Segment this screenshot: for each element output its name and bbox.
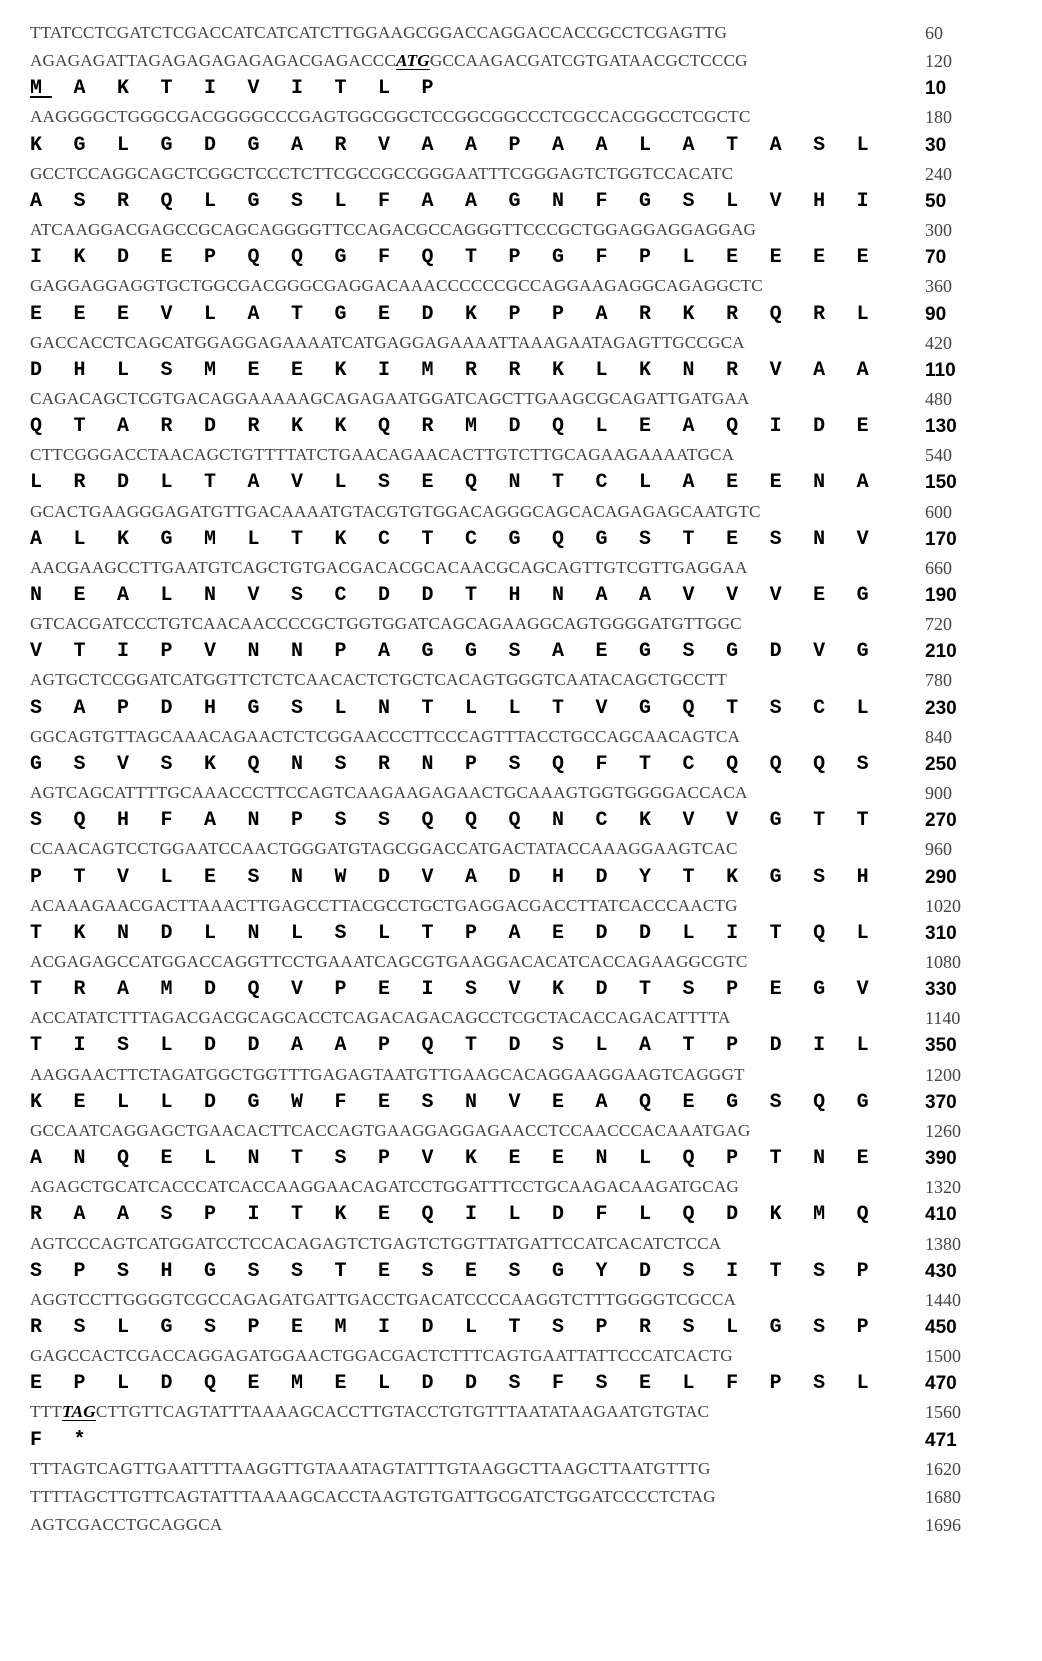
residue-position: 290 [925, 866, 957, 888]
residue-position: 110 [925, 359, 956, 381]
start-codon: ATG [395, 51, 430, 71]
residue-position: 10 [925, 78, 947, 100]
nucleotide-row [0, 18, 1042, 48]
amino-acid-sequence: I K D E P Q Q G F Q T P G F P L E E E E [30, 246, 879, 270]
nucleotide-row [0, 215, 1042, 245]
nucleotide-sequence: AGTCGACCTGCAGGCA [30, 1514, 223, 1534]
nucleotide-sequence: ACAAAGAACGACTTAAACTTGAGCCTTACGCCTGCTGAGGACGACCTTATCACCCAACTG [30, 895, 738, 915]
nucleotide-row [0, 1003, 1042, 1033]
nucleotide-sequence: CTTCGGGACCTAACAGCTGTTTTATCTGAACAGAACACTTGTCTTGCAGAAGAAAATGCA [30, 445, 735, 465]
amino-acid-sequence: V T I P V N N P A G G S A E G S G D V G [30, 640, 879, 664]
amino-acid-sequence: L R D L T A V L S E Q N T C L A E E N A [30, 471, 879, 495]
amino-acid-row [0, 1200, 1042, 1230]
nucleotide-position: 240 [925, 163, 952, 184]
residue-position: 190 [925, 585, 957, 606]
nucleotide-sequence: AAGGGGCTGGGCGACGGGGCCCGAGTGGCGGCTCCGGCGGCCCTCGCCACGGCCTCGCTC [30, 107, 751, 127]
nucleotide-sequence: TTATCCTCGATCTCGACCATCATCATCTTGGAAGCGGACCAGGACCACCGCCTCGAGTTG [30, 23, 728, 42]
amino-acid-sequence: K E L L D G W F E S N V E A Q E G S Q G [30, 1090, 879, 1114]
nucleotide-sequence: AGTCAGCATTTTGCAAACCCTTCCAGTCAAGAAGAGAACTGCAAAGTGGTGGGGACCACA [30, 783, 748, 802]
nucleotide-sequence: AGGTCCTTGGGGTCGCCAGAGATGATTGACCTGACATCCCCAAGGTCTTTGGGGTCGCCA [30, 1289, 737, 1309]
nucleotide-sequence: ATCAAGGACGAGCCGCAGCAGGGGTTCCAGACGCCAGGGTTCCCGCTGGAGGAGGAGGAG [30, 220, 757, 239]
nucleotide-sequence [30, 46, 748, 76]
nucleotide-row [0, 159, 1042, 189]
sequence-segment: CTTGTTCAGTATTTAAAAGCACCTTGTACCTGTGTTTAATATAAGAATGTGTAC [95, 1402, 710, 1422]
residue-position: 30 [925, 134, 947, 156]
nucleotide-row [0, 1482, 1042, 1512]
amino-acid-row [0, 412, 1042, 442]
nucleotide-sequence: GCACTGAAGGGAGATGTTGACAAAATGTACGTGTGGACAGGGCAGCACAGAGAGCAATGTC [30, 501, 761, 521]
nucleotide-row [0, 553, 1042, 583]
nucleotide-position: 1260 [925, 1120, 961, 1141]
residue-position: 90 [925, 303, 947, 325]
nucleotide-row [0, 834, 1042, 864]
amino-acid-row [0, 74, 1042, 104]
nucleotide-position: 420 [925, 332, 952, 353]
amino-acid-sequence: T R A M D Q V P E I S V K D T S P E G V [30, 978, 879, 1002]
residue-position: 330 [925, 979, 957, 1001]
amino-acid-sequence: S Q H F A N P S S Q Q Q N C K V V G T T [30, 809, 879, 833]
nucleotide-position: 1696 [925, 1514, 961, 1535]
nucleotide-row [0, 1116, 1042, 1146]
residue-position: 310 [925, 922, 957, 944]
nucleotide-row [0, 384, 1042, 414]
nucleotide-sequence: AGTCCCAGTCATGGATCCTCCACAGAGTCTGAGTCTGGTTATGATTCCATCACATCTCCA [30, 1233, 722, 1253]
nucleotide-position: 1140 [925, 1008, 961, 1029]
amino-acid-row [0, 1313, 1042, 1343]
amino-acid-sequence: A S R Q L G S L F A A G N F G S L V H I [30, 189, 879, 213]
nucleotide-row [0, 1060, 1042, 1090]
nucleotide-row [0, 1454, 1042, 1484]
start-methionine: M [30, 77, 52, 101]
amino-acid-row [0, 1031, 1042, 1061]
nucleotide-position: 1440 [925, 1289, 961, 1310]
residue-position: 70 [925, 247, 947, 269]
sequence-segment: GCCAAGACGATCGTGATAACGCTCCCG [429, 51, 748, 71]
amino-acid-sequence: R A A S P I T K E Q I L D F L Q D K M Q [30, 1203, 879, 1227]
nucleotide-position: 1680 [925, 1486, 961, 1507]
nucleotide-position: 180 [925, 107, 952, 128]
nucleotide-position: 660 [925, 557, 952, 578]
nucleotide-position: 1380 [925, 1233, 961, 1254]
nucleotide-position: 900 [925, 783, 952, 803]
amino-acid-sequence: T I S L D D A A P Q T D S L A T P D I L [30, 1034, 879, 1058]
nucleotide-row [0, 609, 1042, 639]
nucleotide-sequence: GGCAGTGTTAGCAAACAGAACTCTCGGAACCCTTCCCAGTTTACCTGCCAGCAACAGTCA [30, 726, 741, 746]
amino-acid-row [0, 919, 1042, 949]
nucleotide-row [0, 947, 1042, 977]
amino-acid-sequence: E P L D Q E M E L D D S F S E L F P S L [30, 1372, 879, 1396]
residue-position: 270 [925, 810, 957, 832]
nucleotide-sequence: ACCATATCTTTAGACGACGCAGCACCTCAGACAGACAGCCTCGCTACACCAGACATTTTA [30, 1008, 731, 1028]
amino-acid-row [0, 300, 1042, 330]
nucleotide-row [0, 497, 1042, 527]
amino-acid-row [0, 750, 1042, 780]
amino-acid-row [0, 1088, 1042, 1118]
nucleotide-sequence [30, 1397, 709, 1427]
nucleotide-row [0, 102, 1042, 132]
nucleotide-sequence: GACCACCTCAGCATGGAGGAGAAAATCATGAGGAGAAAATTAAAGAATAGAGTTGCCGCA [30, 332, 745, 352]
nucleotide-row [0, 271, 1042, 301]
sequence-segment: TTT [30, 1402, 62, 1422]
nucleotide-position: 1560 [925, 1402, 961, 1423]
amino-acid-sequence: P T V L E S N W D V A D H D Y T K G S H [30, 865, 879, 889]
nucleotide-row [0, 440, 1042, 470]
amino-acid-row [0, 637, 1042, 667]
nucleotide-sequence: GTCACGATCCCTGTCAACAACCCCGCTGGTGGATCAGCAGAAGGCAGTGGGGATGTTGGC [30, 614, 742, 634]
amino-acid-row [0, 525, 1042, 555]
residue-position: 170 [925, 528, 957, 550]
nucleotide-sequence: AGTGCTCCGGATCATGGTTCTCTCAACACTCTGCTCACAGTGGGTCAATACAGCTGCCTT [30, 670, 728, 690]
amino-acid-sequence: F * [30, 1428, 96, 1452]
nucleotide-position: 1020 [925, 895, 961, 916]
nucleotide-position: 1200 [925, 1064, 961, 1085]
residue-position: 150 [925, 472, 957, 494]
nucleotide-row [0, 1285, 1042, 1315]
sequence-segment: A K T I V I T L P [51, 77, 444, 101]
nucleotide-sequence: AAGGAACTTCTAGATGGCTGGTTTGAGAGTAATGTTGAAGCACAGGAAGGAAGTCAGGGT [30, 1064, 745, 1084]
nucleotide-row [0, 722, 1042, 752]
nucleotide-position: 840 [925, 726, 952, 747]
nucleotide-row [0, 46, 1042, 76]
nucleotide-row [0, 778, 1042, 808]
nucleotide-row [0, 1229, 1042, 1259]
residue-position: 230 [925, 697, 957, 719]
amino-acid-sequence: E E E V L A T G E D K P P A R K R Q R L [30, 302, 879, 326]
nucleotide-position: 120 [925, 51, 952, 72]
nucleotide-position: 540 [925, 445, 952, 466]
nucleotide-position: 300 [925, 220, 952, 240]
residue-position: 450 [925, 1316, 957, 1338]
residue-position: 210 [925, 641, 957, 663]
residue-position: 370 [925, 1091, 957, 1113]
amino-acid-sequence: R S L G S P E M I D L T S P R S L G S P [30, 1315, 879, 1339]
amino-acid-row [0, 863, 1042, 893]
nucleotide-row [0, 891, 1042, 921]
amino-acid-sequence: A N Q E L N T S P V K E E N L Q P T N E [30, 1147, 879, 1170]
residue-position: 130 [925, 416, 957, 438]
amino-acid-row [0, 468, 1042, 498]
residue-position: 390 [925, 1148, 957, 1169]
nucleotide-row [0, 328, 1042, 358]
amino-acid-row [0, 694, 1042, 724]
residue-position: 430 [925, 1260, 957, 1282]
sequence-segment: AGAGAGATTAGAGAGAGAGAGACGAGACCC [30, 51, 396, 71]
nucleotide-row [0, 1397, 1042, 1427]
nucleotide-position: 360 [925, 276, 952, 297]
nucleotide-sequence: TTTAGTCAGTTGAATTTTAAGGTTGTAAATAGTATTTGTAAGGCTTAAGCTTAATGTTTG [30, 1458, 711, 1478]
nucleotide-position: 1080 [925, 951, 961, 972]
residue-position: 250 [925, 753, 957, 775]
amino-acid-row [0, 581, 1042, 611]
stop-codon: TAG [61, 1402, 96, 1422]
nucleotide-sequence: TTTTAGCTTGTTCAGTATTTAAAAGCACCTAAGTGTGATTGCGATCTGGATCCCCTCTAG [30, 1486, 716, 1506]
nucleotide-row [0, 1172, 1042, 1202]
residue-position: 50 [925, 190, 947, 212]
nucleotide-position: 780 [925, 670, 952, 691]
amino-acid-sequence: Q T A R D R K K Q R M D Q L E A Q I D E [30, 415, 879, 439]
amino-acid-row [0, 187, 1042, 217]
amino-acid-row [0, 1426, 1042, 1456]
nucleotide-sequence: AACGAAGCCTTGAATGTCAGCTGTGACGACACGCACAACGCAGCAGTTGTCGTTGAGGAA [30, 557, 748, 577]
nucleotide-position: 600 [925, 501, 952, 522]
amino-acid-row [0, 975, 1042, 1005]
amino-acid-sequence: T K N D L N L S L T P A E D D L I T Q L [30, 921, 879, 945]
amino-acid-row [0, 131, 1042, 161]
amino-acid-sequence: N E A L N V S C D D T H N A A V V V E G [30, 584, 879, 607]
nucleotide-position: 960 [925, 839, 952, 860]
nucleotide-position: 1320 [925, 1177, 961, 1198]
residue-position: 471 [925, 1429, 957, 1451]
amino-acid-sequence: G S V S K Q N S R N P S Q F T C Q Q Q S [30, 752, 879, 776]
nucleotide-sequence: GCCAATCAGGAGCTGAACACTTCACCAGTGAAGGAGGAGAACCTCCAACCCACAAATGAG [30, 1120, 751, 1140]
nucleotide-position: 480 [925, 388, 952, 409]
amino-acid-row [0, 1144, 1042, 1174]
nucleotide-row [0, 1510, 1042, 1540]
nucleotide-sequence: GAGGAGGAGGTGCTGGCGACGGGCGAGGACAAACCCCCCGCCAGGAAGAGGCAGAGGCTC [30, 276, 763, 296]
nucleotide-position: 1620 [925, 1458, 961, 1479]
residue-position: 470 [925, 1373, 957, 1395]
nucleotide-sequence: GCCTCCAGGCAGCTCGGCTCCCTCTTCGCCGCCGGGAATTTCGGGAGTCTGGTCCACATC [30, 163, 734, 183]
nucleotide-sequence: AGAGCTGCATCACCCATCACCAAGGAACAGATCCTGGATTTCCTGCAAGACAAGATGCAG [30, 1177, 739, 1197]
nucleotide-sequence: CCAACAGTCCTGGAATCCAACTGGGATGTAGCGGACCATGACTATACCAAAGGAAGTCAC [30, 839, 738, 859]
nucleotide-position: 60 [925, 23, 943, 43]
amino-acid-sequence: D H L S M E E K I M R R K L K N R V A A [30, 358, 879, 382]
nucleotide-sequence: ACGAGAGCCATGGACCAGGTTCCTGAAATCAGCGTGAAGGACACATCACCAGAAGGCGTC [30, 951, 748, 971]
nucleotide-position: 1500 [925, 1346, 961, 1366]
amino-acid-sequence: S A P D H G S L N T L L T V G Q T S C L [30, 696, 879, 720]
residue-position: 350 [925, 1035, 957, 1057]
amino-acid-sequence: S P S H G S S T E S E S G Y D S I T S P [30, 1259, 879, 1283]
amino-acid-row [0, 1369, 1042, 1399]
amino-acid-row [0, 243, 1042, 273]
nucleotide-row [0, 665, 1042, 695]
amino-acid-row [0, 356, 1042, 386]
nucleotide-sequence: GAGCCACTCGACCAGGAGATGGAACTGGACGACTCTTTCAGTGAATTATTCCCATCACTG [30, 1346, 733, 1365]
residue-position: 410 [925, 1204, 957, 1226]
nucleotide-row [0, 1341, 1042, 1371]
amino-acid-row [0, 1257, 1042, 1287]
amino-acid-sequence: A L K G M L T K C T C G Q G S T E S N V [30, 527, 879, 551]
nucleotide-sequence: CAGACAGCTCGTGACAGGAAAAAGCAGAGAATGGATCAGCTTGAAGCGCAGATTGATGAA [30, 388, 750, 408]
nucleotide-position: 720 [925, 614, 952, 635]
amino-acid-sequence [30, 74, 443, 104]
amino-acid-sequence: K G L G D G A R V A A P A A L A T A S L [30, 133, 879, 157]
amino-acid-row [0, 806, 1042, 836]
